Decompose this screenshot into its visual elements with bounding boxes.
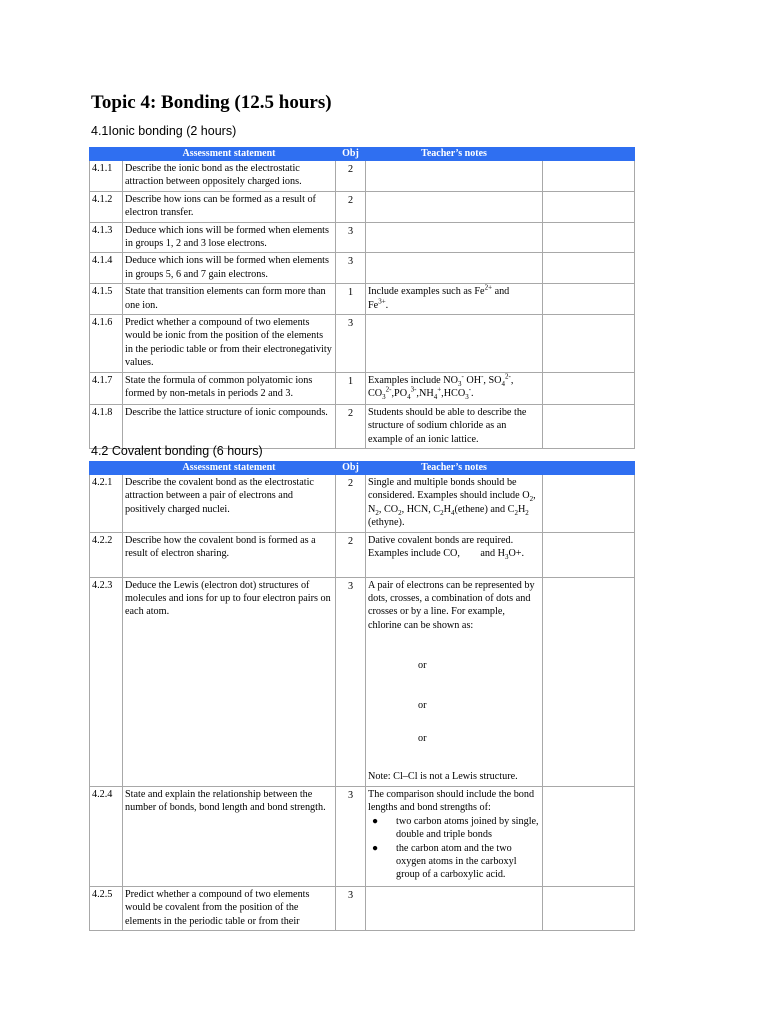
row-extra	[543, 532, 635, 577]
row-statement: Deduce which ions will be formed when elements in groups 1, 2 and 3 lose electrons.	[123, 222, 336, 253]
table-row	[90, 372, 635, 404]
row-extra	[543, 886, 635, 930]
row-extra	[543, 475, 635, 533]
table-row	[90, 315, 635, 373]
row-id: 4.1.4	[90, 253, 123, 284]
table-row	[90, 886, 635, 930]
list-item: ● the carbon atom and the two oxygen atoms in the carboxyl group of a carboxylic acid.	[372, 842, 517, 881]
table-row	[90, 284, 635, 315]
row-obj: 2	[336, 161, 366, 192]
table-row	[90, 786, 635, 886]
section-heading-ionic: 4.1Ionic bonding (2 hours)	[91, 124, 237, 138]
lewis-intro: A pair of electrons can be represented by dots, crosses, a combination of dots and crosses or by a line. For example, chlorine can be shown as:	[368, 579, 535, 631]
row-extra	[543, 253, 635, 284]
table-row	[90, 222, 635, 253]
covalent-bonding-table	[89, 461, 635, 931]
row-notes	[366, 577, 543, 786]
page-title: Topic 4: Bonding (12.5 hours)	[91, 92, 332, 113]
row-notes: Single and multiple bonds should be considered. Examples should include $O_2$, $N_2$, $CO_2$, HCN, $C_2H_4(ethene)$ and $C_2H_2$ (ethyne).	[366, 475, 543, 533]
row-notes	[366, 886, 543, 930]
row-extra	[543, 161, 635, 192]
row-notes	[366, 161, 543, 192]
row-statement: State and explain the relationship between the number of bonds, bond length and bond strength.	[123, 786, 336, 886]
row-obj: 3	[336, 253, 366, 284]
header-blank	[90, 148, 123, 161]
row-notes	[366, 253, 543, 284]
header-obj: Obj	[336, 148, 366, 161]
row-obj: 3	[336, 315, 366, 373]
ionic-bonding-table	[89, 147, 635, 449]
header-obj: Obj	[336, 462, 366, 475]
row-id: 4.1.8	[90, 404, 123, 448]
table-row	[90, 191, 635, 222]
row-id: 4.1.3	[90, 222, 123, 253]
row-notes: Dative covalent bonds are required. Examples include CO, and $H_3O+$.	[366, 532, 543, 577]
header-assessment: Assessment statement	[123, 462, 336, 475]
row-extra	[543, 372, 635, 404]
row-statement: Deduce which ions will be formed when elements in groups 5, 6 and 7 gain electrons.	[123, 253, 336, 284]
row-obj: 3	[336, 786, 366, 886]
row-id: 4.1.5	[90, 284, 123, 315]
row-extra	[543, 222, 635, 253]
header-notes: Teacher’s notes	[366, 462, 543, 475]
table-row	[90, 161, 635, 192]
header-extra	[543, 148, 635, 161]
row-notes: Students should be able to describe the structure of sodium chloride as an example of an ionic lattice.	[366, 404, 543, 448]
row-extra	[543, 577, 635, 786]
header-assessment: Assessment statement	[123, 148, 336, 161]
row-id: 4.1.2	[90, 191, 123, 222]
comparison-intro: The comparison should include the bond lengths and bond strengths of:	[368, 788, 535, 814]
row-id: 4.1.6	[90, 315, 123, 373]
header-extra	[543, 462, 635, 475]
bullet-icon: ●	[372, 815, 379, 827]
comparison-list	[368, 815, 540, 882]
row-id: 4.2.4	[90, 786, 123, 886]
table-row	[90, 577, 635, 786]
row-id: 4.2.1	[90, 475, 123, 533]
row-obj: 2	[336, 475, 366, 533]
row-statement: Describe the ionic bond as the electrostatic attraction between oppositely charged ions.	[123, 161, 336, 192]
row-id: 4.1.1	[90, 161, 123, 192]
row-statement: Describe the covalent bond as the electrostatic attraction between a pair of electrons and positively charged nuclei.	[123, 475, 336, 533]
row-obj: 1	[336, 372, 366, 404]
or-label: or	[418, 733, 427, 745]
row-notes	[366, 786, 543, 886]
row-id: 4.2.5	[90, 886, 123, 930]
lewis-note: Note: Cl–Cl is not a Lewis structure.	[368, 771, 518, 783]
row-obj: 2	[336, 532, 366, 577]
row-statement: State the formula of common polyatomic ions formed by non-metals in periods 2 and 3.	[123, 372, 336, 404]
row-id: 4.1.7	[90, 372, 123, 404]
table-header	[90, 148, 635, 161]
row-extra	[543, 315, 635, 373]
row-obj: 3	[336, 222, 366, 253]
section-heading-covalent: 4.2 Covalent bonding (6 hours)	[91, 444, 263, 458]
row-obj: 2	[336, 191, 366, 222]
row-statement: Describe how ions can be formed as a result of electron transfer.	[123, 191, 336, 222]
header-notes: Teacher’s notes	[366, 148, 543, 161]
list-item: ● two carbon atoms joined by single, double and triple bonds	[372, 815, 539, 841]
table-row	[90, 253, 635, 284]
table-row	[90, 532, 635, 577]
row-id: 4.2.3	[90, 577, 123, 786]
table-row	[90, 475, 635, 533]
header-blank	[90, 462, 123, 475]
row-statement: State that transition elements can form more than one ion.	[123, 284, 336, 315]
row-statement: Predict whether a compound of two elements would be covalent from the position of the elements in the periodic table or from their	[123, 886, 336, 930]
row-obj: 3	[336, 577, 366, 786]
bullet-icon: ●	[372, 842, 379, 854]
row-obj: 2	[336, 404, 366, 448]
row-notes: Include examples such as $Fe^{2+}$ and $Fe^{3+}$.	[366, 284, 543, 315]
row-extra	[543, 284, 635, 315]
row-extra	[543, 786, 635, 886]
or-label: or	[418, 660, 427, 672]
row-extra	[543, 404, 635, 448]
row-notes: Examples include $NO_3^-$ OH-, $SO_4^{2-}$, $CO_3^{2-},PO_4^{3-},NH_4^+,HCO_3^-$.	[366, 372, 543, 404]
table-header	[90, 462, 635, 475]
row-obj: 1	[336, 284, 366, 315]
row-statement: Deduce the Lewis (electron dot) structures of molecules and ions for up to four electron pairs on each atom.	[123, 577, 336, 786]
row-notes	[366, 191, 543, 222]
row-notes	[366, 315, 543, 373]
row-id: 4.2.2	[90, 532, 123, 577]
row-statement: Describe how the covalent bond is formed as a result of electron sharing.	[123, 532, 336, 577]
row-extra	[543, 191, 635, 222]
row-notes	[366, 222, 543, 253]
row-statement: Predict whether a compound of two elements would be ionic from the position of the elements in the periodic table or from their electronegativity values.	[123, 315, 336, 373]
table-row	[90, 404, 635, 448]
or-label: or	[418, 699, 427, 711]
row-statement: Describe the lattice structure of ionic compounds.	[123, 404, 336, 448]
row-obj: 3	[336, 886, 366, 930]
